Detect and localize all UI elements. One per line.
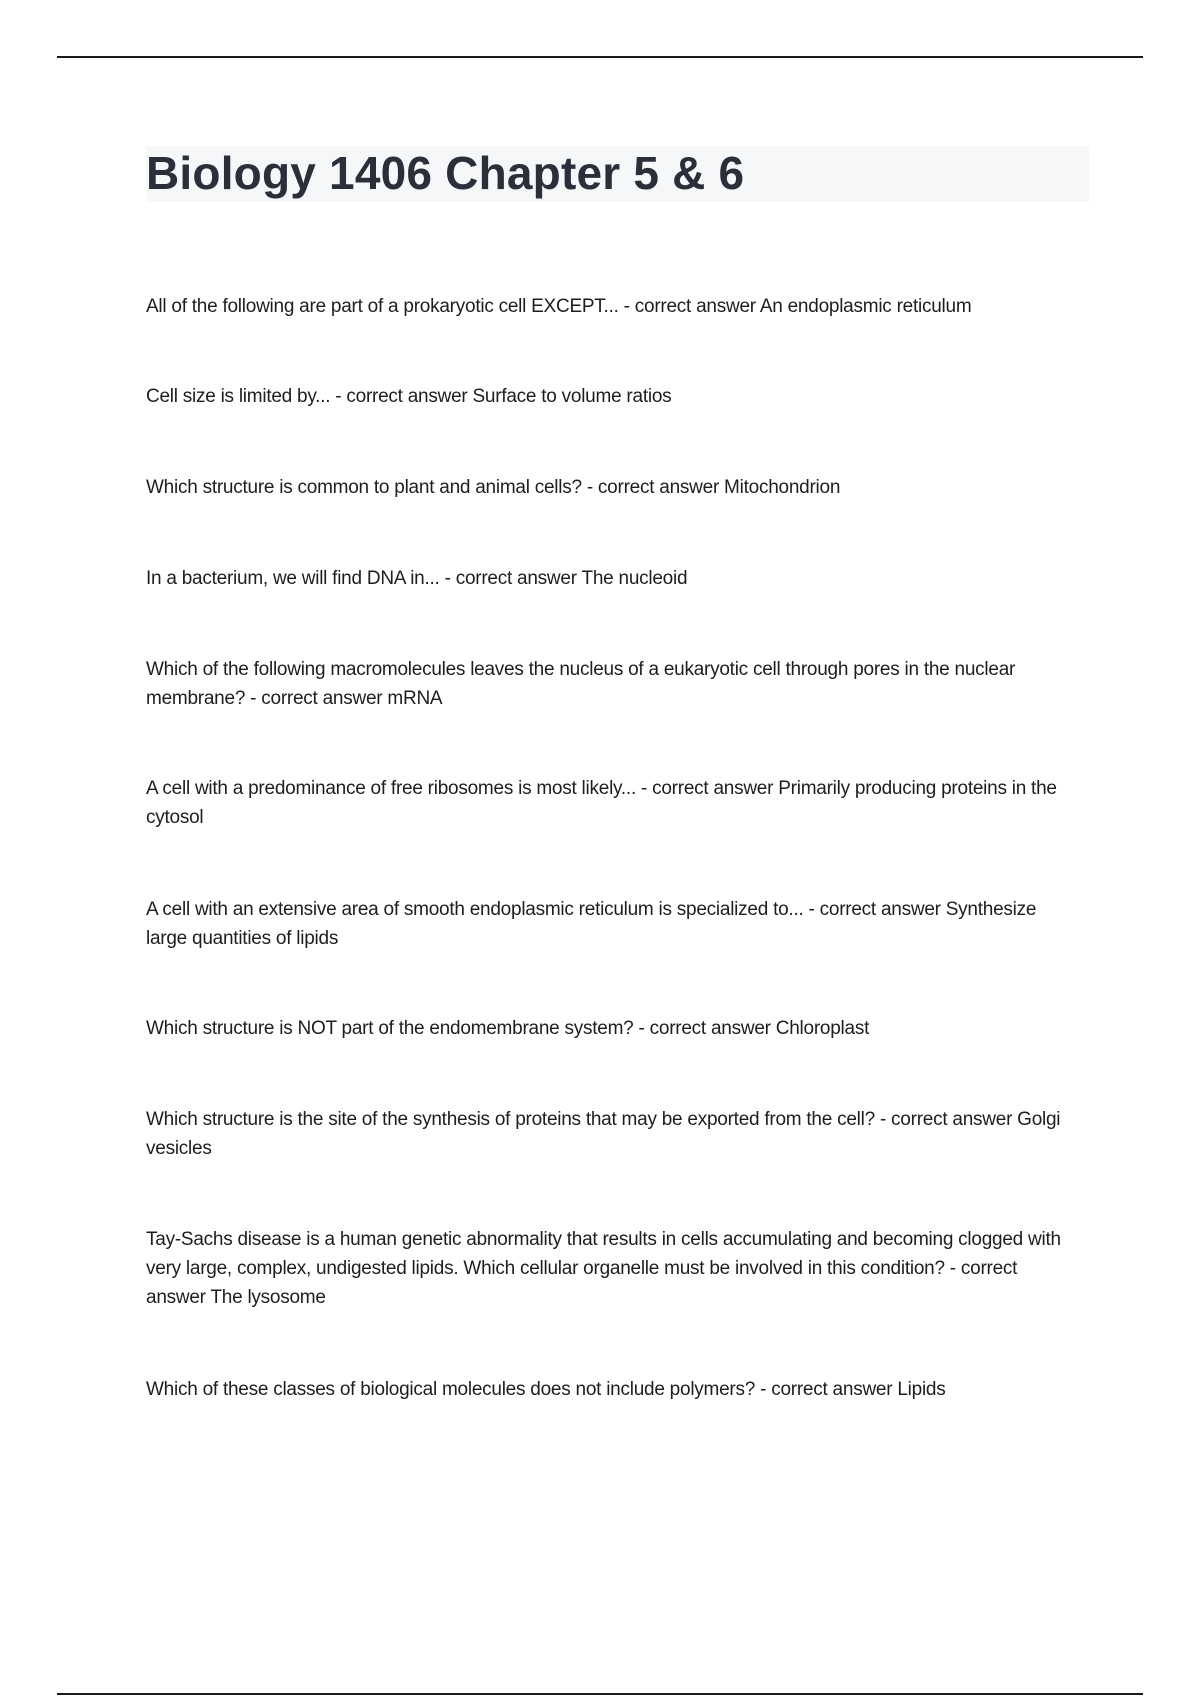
top-rule — [57, 56, 1143, 58]
question-item: Which structure is common to plant and animal cells? - correct answer Mitochondrion — [146, 477, 841, 498]
question-item: Which structure is the site of the synthesis of proteins that may be exported from the cell? - correct answer Golgi vesicles — [146, 1109, 1061, 1159]
page-title: Biology 1406 Chapter 5 & 6 — [146, 147, 745, 199]
question-item: A cell with an extensive area of smooth endoplasmic reticulum is specialized to... - correct answer Synthesize large quantities of lipids — [146, 899, 1037, 949]
question-item: Which of the following macromolecules leaves the nucleus of a eukaryotic cell through pores in the nuclear membrane? - correct answer mRNA — [146, 659, 1016, 709]
question-item: Cell size is limited by... - correct answer Surface to volume ratios — [146, 386, 672, 407]
question-item: Which structure is NOT part of the endomembrane system? - correct answer Chloroplast — [146, 1018, 870, 1039]
question-item: Which of these classes of biological molecules does not include polymers? - correct answer Lipids — [146, 1379, 946, 1400]
question-item: Tay-Sachs disease is a human genetic abnormality that results in cells accumulating and becoming clogged with very large, complex, undigested lipids. Which cellular organelle must be involved in this condition? - correct answer The lysosome — [146, 1229, 1061, 1308]
question-item: A cell with a predominance of free ribosomes is most likely... - correct answer Primarily producing proteins in the cytosol — [146, 778, 1057, 828]
question-item: All of the following are part of a prokaryotic cell EXCEPT... - correct answer An endoplasmic reticulum — [146, 296, 972, 317]
bottom-rule — [57, 1693, 1143, 1695]
question-item: In a bacterium, we will find DNA in... - correct answer The nucleoid — [146, 568, 688, 589]
